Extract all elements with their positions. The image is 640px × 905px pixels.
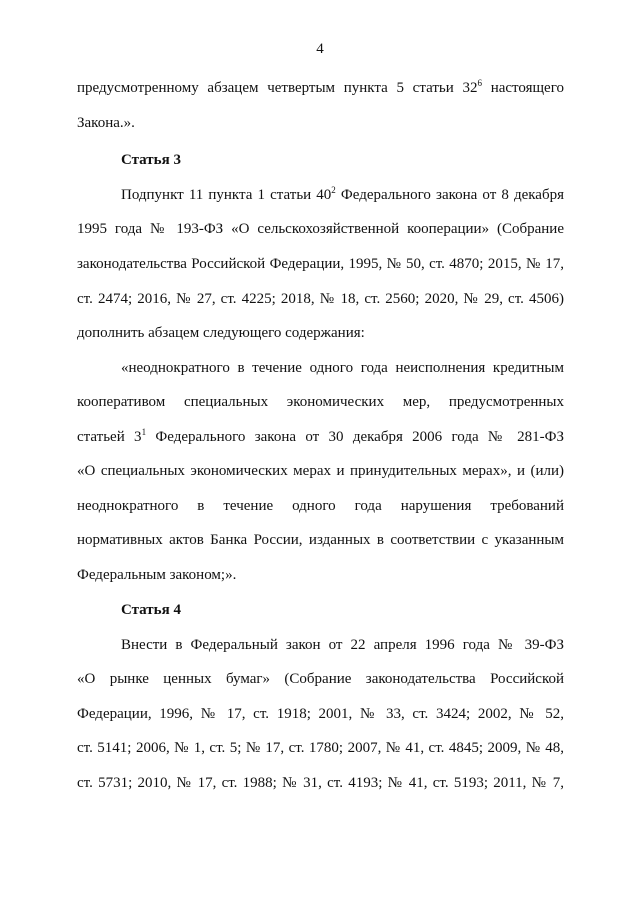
article-heading: Статья 3 xyxy=(121,152,181,168)
paragraph-line: дополнить абзацем следующего содержания: xyxy=(77,325,365,341)
superscript: 6 xyxy=(477,78,482,88)
paragraph-line: «О специальных экономических мерах и принудительных мерах», и (или) xyxy=(77,463,564,479)
article-heading: Статья 4 xyxy=(121,602,181,618)
superscript: 2 xyxy=(331,185,336,195)
line-text: настоящего xyxy=(481,80,564,96)
paragraph-line xyxy=(77,428,564,446)
paragraph-line: ст. 5141; 2006, № 1, ст. 5; № 17, ст. 1780; 2007, № 41, ст. 4845; 2009, № 48, xyxy=(77,740,564,756)
line-text: предусмотренному абзацем четвертым пункта 5 статьи 32 xyxy=(77,80,478,96)
paragraph-line: Федеральным законом;». xyxy=(77,567,237,583)
paragraph-line: неоднократного в течение одного года нарушения требований xyxy=(77,498,564,514)
line-text: Подпункт 11 пункта 1 статьи 40 xyxy=(121,187,332,203)
superscript: 1 xyxy=(141,427,147,437)
paragraph-line xyxy=(77,79,564,97)
paragraph-line: нормативных актов Банка России, изданных в соответствии с указанным xyxy=(77,532,564,548)
page-number: 4 xyxy=(316,41,324,57)
paragraph-line: ст. 2474; 2016, № 27, ст. 4225; 2018, № 18, ст. 2560; 2020, № 29, ст. 4506) xyxy=(77,291,564,307)
line-text: статьей 3 xyxy=(77,429,142,445)
line-text: Федерального закона от 8 декабря xyxy=(335,187,564,203)
paragraph-line: 1995 года № 193-ФЗ «О сельскохозяйственной кооперации» (Собрание xyxy=(77,221,564,237)
paragraph-line: Федерации, 1996, № 17, ст. 1918; 2001, № 33, ст. 3424; 2002, № 52, xyxy=(77,706,564,722)
paragraph-line: Закона.». xyxy=(77,115,135,131)
paragraph-line: «неоднократного в течение одного года неисполнения кредитным xyxy=(121,360,564,376)
paragraph-line: законодательства Российской Федерации, 1995, № 50, ст. 4870; 2015, № 17, xyxy=(77,256,564,272)
paragraph-line: Внести в Федеральный закон от 22 апреля 1996 года № 39-ФЗ xyxy=(121,637,564,653)
paragraph-line xyxy=(121,186,564,204)
paragraph-line: ст. 5731; 2010, № 17, ст. 1988; № 31, ст. 4193; № 41, ст. 5193; 2011, № 7, xyxy=(77,775,564,791)
paragraph-line: «О рынке ценных бумаг» (Собрание законодательства Российской xyxy=(77,671,564,687)
paragraph-line: кооперативом специальных экономических мер, предусмотренных xyxy=(77,394,564,410)
line-text: Федерального закона от 30 декабря 2006 года № 281-ФЗ xyxy=(146,429,564,445)
